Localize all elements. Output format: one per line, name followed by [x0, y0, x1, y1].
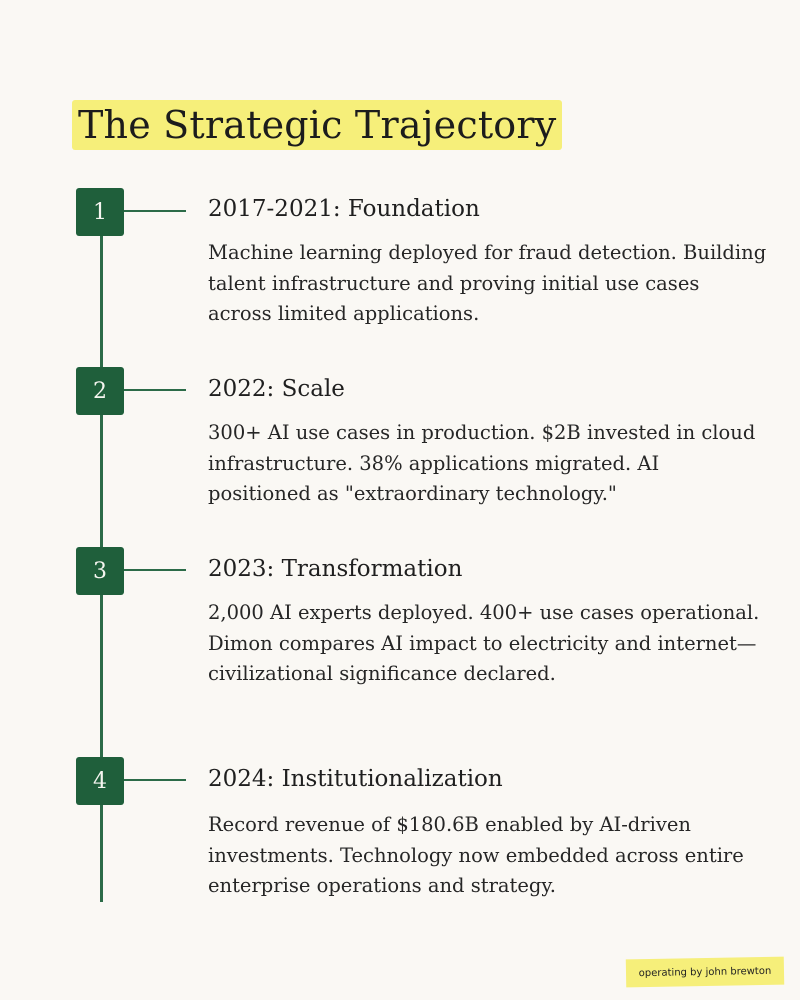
- step-4-number: 4: [93, 768, 107, 794]
- step-3-heading: 2023: Transformation: [208, 556, 463, 582]
- step-1-number-box: [76, 188, 124, 236]
- step-1-heading: 2017-2021: Foundation: [208, 196, 480, 222]
- step-1-body: Machine learning deployed for fraud detection. Building talent infrastructure and proving initial use cases across limited applications.: [208, 241, 767, 325]
- step-4-connector: [124, 779, 186, 781]
- credit-badge: [626, 957, 784, 988]
- step-2-connector: [124, 389, 186, 391]
- step-2-number: 2: [93, 378, 107, 404]
- step-3-number: 3: [93, 558, 107, 584]
- step-4-number-box: [76, 757, 124, 805]
- credit-text: operating by john brewton: [638, 965, 772, 979]
- step-1-number: 1: [93, 199, 107, 225]
- step-4-heading: 2024: Institutionalization: [208, 766, 503, 792]
- step-2-number-box: [76, 367, 124, 415]
- step-3-body: 2,000 AI experts deployed. 400+ use cases operational. Dimon compares AI impact to electricity and internet—civilizational significance declared.: [208, 601, 760, 685]
- page-title: The Strategic Trajectory: [78, 103, 557, 147]
- step-4-body: Record revenue of $180.6B enabled by AI-driven investments. Technology now embedded across entire enterprise operations and strategy.: [208, 813, 744, 897]
- step-2-body: 300+ AI use cases in production. $2B invested in cloud infrastructure. 38% applications migrated. AI positioned as "extraordinary technology.": [208, 421, 756, 505]
- title-highlight: [72, 100, 562, 150]
- step-1-connector: [124, 210, 186, 212]
- step-3-number-box: [76, 547, 124, 595]
- step-2-heading: 2022: Scale: [208, 376, 345, 402]
- step-3-connector: [124, 569, 186, 571]
